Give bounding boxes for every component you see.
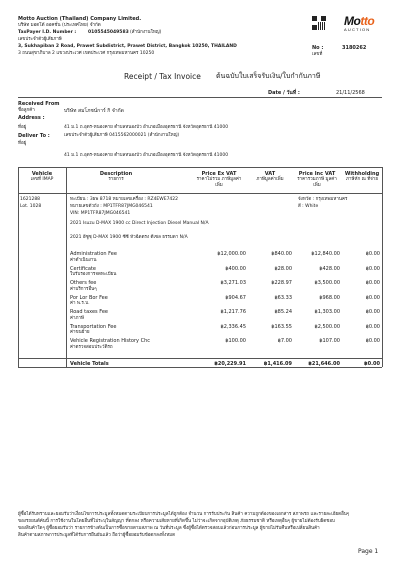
col-description-header-th: รายการ [108,177,124,182]
customer-name: บริษัท สมโภชน์การ์ กิ จำกัด [64,108,124,114]
company-name-en: Motto Auction (Thailand) Company Limited. [18,16,142,22]
col-price-inc-header-th: ราคารวมภาษี มูลค่าเพิ่ม [297,177,337,188]
item-price-ex: ฿100.00 [225,338,246,344]
item-price-inc: ฿12,840.00 [311,251,340,257]
total-price-inc: ฿21,646.00 [308,361,340,367]
vehicle-number: 1621288 [20,197,41,202]
plate-engine: ทะเบียน : 3ผพ 8718 หมายเลขเครื่อง : RZ4EWE7422 [70,197,179,202]
totals-border [18,358,382,359]
item-name: Vehicle Registration History Chc [70,338,150,344]
footer-note: ผู้ซื้อได้รับทราบและยอมรับว่าเงื่อนไขการประมูลทั้งหมดตามระเบียบการประมูลได้ถูกต้อง จำนวน การรับประกัน สินค้า ความถูกต้องของเอกสาร สภาพรถ และรายละเอียดอื่นๆ [18,512,350,517]
company-address-th: 3 ถนนสุขาภิบาล 2 แขวงประเวศ เขตประเวศ กรุงเทพมหานคร 10250 [18,51,155,56]
col-vat-header: VAT [264,171,276,177]
col-vat-header-th: ภาษีมูลค่าเพิ่ม [256,177,284,182]
item-price-ex: ฿12,000.00 [217,251,246,257]
tax-id-label: TaxPayer I.D. Number : [18,30,77,35]
date-value: 21/11/2568 [336,90,365,96]
item-withholding: ฿0.00 [365,323,380,330]
deliver-to-label: Deliver To : [18,133,50,139]
item-name: Others fee [70,280,97,286]
doc-number: 3180262 [342,45,367,51]
tax-id-label-th: เลขประจำตัวผู้เสียภาษี [18,37,62,42]
customer-name-label: ชื่อลูกค้า [18,108,35,113]
footer-note: ของรถยนต์คันนี้ การใช้งานในโดยอื่นที่ไม่ระบุในสัญญา ที่ตกลง หรือความเสียหายที่เกิดขึ้น ไม่ว่าจะเกิดจากอุบัติเหตุ ภัยธรรมชาติ หรือเหตุอื่นๆ ผู้ขายไม่ต้องรับผิดชอบ [18,519,335,524]
item-price-ex: ฿3,271.03 [220,280,246,286]
item-withholding: ฿0.00 [365,309,380,315]
col-price-ex-header: Price Ex VAT [201,171,237,177]
doc-title: Receipt / Tax Invoice [124,72,201,81]
lot-number: Lot. 1028 [20,204,42,209]
date-label: Date / วันที่ : [268,90,300,96]
item-vat: ฿28.00 [274,265,292,272]
col-line [18,167,19,367]
item-name-th: ใบรับรองการจดทะเบียน [70,272,117,277]
item-price-inc: ฿968.00 [319,294,340,301]
item-name-th: ค่าขนย้าย [70,330,90,335]
address-label-th: ที่อยู่ [18,125,27,130]
item-name-th: ค่าดำเนินงาน [70,257,97,263]
doc-no-label: No : [312,45,324,51]
item-price-inc: ฿428.00 [319,265,340,272]
item-withholding: ฿0.00 [365,338,380,344]
col-price-inc-header: Price Inc VAT [298,171,336,177]
company-address-en: 3, Sukhapiban 2 Road, Prawet Subdistrict, Prawet District, Bangkok 10250, THAILAND [18,44,237,49]
item-price-ex: ฿2,336.45 [220,323,246,330]
received-from-label: Received From [18,101,60,107]
item-withholding: ฿0.00 [365,294,380,301]
table-bottom-border [18,367,382,368]
item-price-inc: ฿3,500.00 [314,280,340,286]
item-vat: ฿228.97 [271,280,292,286]
item-vat: ฿85.24 [274,309,292,315]
item-vat: ฿840.00 [271,251,292,257]
customer-address: 41 ม.1 ถ.อุดร-หนองคาย ตำบลหนองบัว อำเภอเมืองอุดรธานี จังหวัดอุดรธานี 41000 [64,125,229,130]
vin: VIN: MP1TFR87JMG046541 [70,211,131,216]
address-label: Address : [18,115,45,121]
motto-auction-logo: Motto AUCTION [344,14,375,32]
item-vat: ฿63.33 [274,294,292,301]
item-price-ex: ฿904.67 [225,294,246,301]
qr-code-icon [312,16,326,30]
totals-label: Vehicle Totals [70,361,109,367]
item-name: Transportation Fee [70,323,117,330]
item-price-ex: ฿400.00 [225,265,246,272]
col-line [382,167,383,367]
item-name: Road taxes Fee [70,309,108,315]
table-header-border [18,193,382,194]
item-withholding: ฿0.00 [365,280,380,286]
item-name: Por Lor Bor Fee [70,294,108,301]
footer-note: สินค้าตามสภาพการประมูลที่ได้รับการยืนยันแล้ว ถือว่าผู้ซื้อยอมรับข้อตกลงทั้งหมด [18,533,176,538]
item-withholding: ฿0.00 [365,251,380,257]
item-vat: ฿163.55 [271,323,292,330]
item-vat: ฿7.00 [277,338,292,344]
item-name-th: ค่าตรวจสอบประวัติรถ [70,344,113,350]
tax-id: 0105545049583 [88,30,129,35]
model-th: 2021 อีซูซุ D-MAX 1900 ซีซี หัวฉีดตรง ดีเซล ธรรมดา N/A [70,235,188,240]
item-name: Certificate [70,265,96,272]
footer-note: ของสินค้าใดๆ ผู้ซื้อยอมรับว่า รายการข้างต้นเป็นการซื้อขายตามสภาพ ณ วันที่ประมูล ซึ่งผู้ซื้อได้ตรวจสอบแล้วก่อนการประมูล ผู้ขายไม่รับคืนหรือเปลี่ยนสินค้า [18,526,320,531]
item-name-th: ค่าภาษี [70,315,84,321]
company-name-th: บริษัท มอตโต้ ออคชั่น (ประเทศไทย) จำกัด [18,23,101,28]
item-withholding: ฿0.00 [365,265,380,272]
total-price-ex: ฿20,229.91 [214,361,246,367]
total-withholding: ฿0.00 [364,361,380,367]
deliver-address: 41 ม.1 ถ.อุดร-หนองคาย ตำบลหนองบัว อำเภอเมืองอุดรธานี จังหวัดอุดรธานี 41000 [64,153,229,158]
item-price-inc: ฿1,303.00 [314,309,340,315]
item-price-inc: ฿2,500.00 [314,323,340,330]
tax-branch: (สำนักงานใหญ่) [130,30,162,35]
item-name-th: ค่าบริการอื่นๆ [70,286,97,292]
col-vehicle-header: Vehicle [31,171,53,177]
item-price-inc: ฿107.00 [319,338,340,344]
total-vat: ฿1,416.09 [263,361,292,367]
col-description-header: Description [99,171,133,177]
col-withholding-header-th: ภาษีหัก ณ ที่จ่าย [346,177,378,182]
vehicle-color: สี : White [298,204,319,209]
doc-title-th: ต้นฉบับใบเสร็จรับเงิน/ใบกำกับภาษี [216,72,321,80]
item-name-th: ค่า พ.ร.บ. [70,301,90,306]
deliver-address-label: ที่อยู่ [18,141,27,146]
deliver-tax-id: เลขประจำตัวผู้เสียภาษี 0415562000021 (สำนักงานใหญ่) [64,133,180,138]
col-withholding-header: Withholding [344,171,380,177]
model-en: 2021 Isuzu D-MAX 1900 cc Direct Injection Diesel Manual N/A [70,221,209,226]
item-name: Administration Fee [70,251,117,257]
col-vehicle-header-th: เลขที่ IMAP [30,177,54,182]
page-number: Page 1 [358,548,379,555]
col-price-ex-header-th: ราคาไม่รวม ภาษีมูลค่าเพิ่ม [196,177,242,188]
chassis-number: หมายเลขตัวถัง : MP1TFR87JMG046541 [70,204,153,209]
doc-no-label-th: เลขที่ [312,52,323,57]
col-line [66,167,67,367]
province: จังหวัด : กรุงเทพมหานคร [298,197,348,202]
table-top-border [18,167,382,168]
item-price-ex: ฿1,217.76 [220,309,246,315]
divider [18,97,382,98]
